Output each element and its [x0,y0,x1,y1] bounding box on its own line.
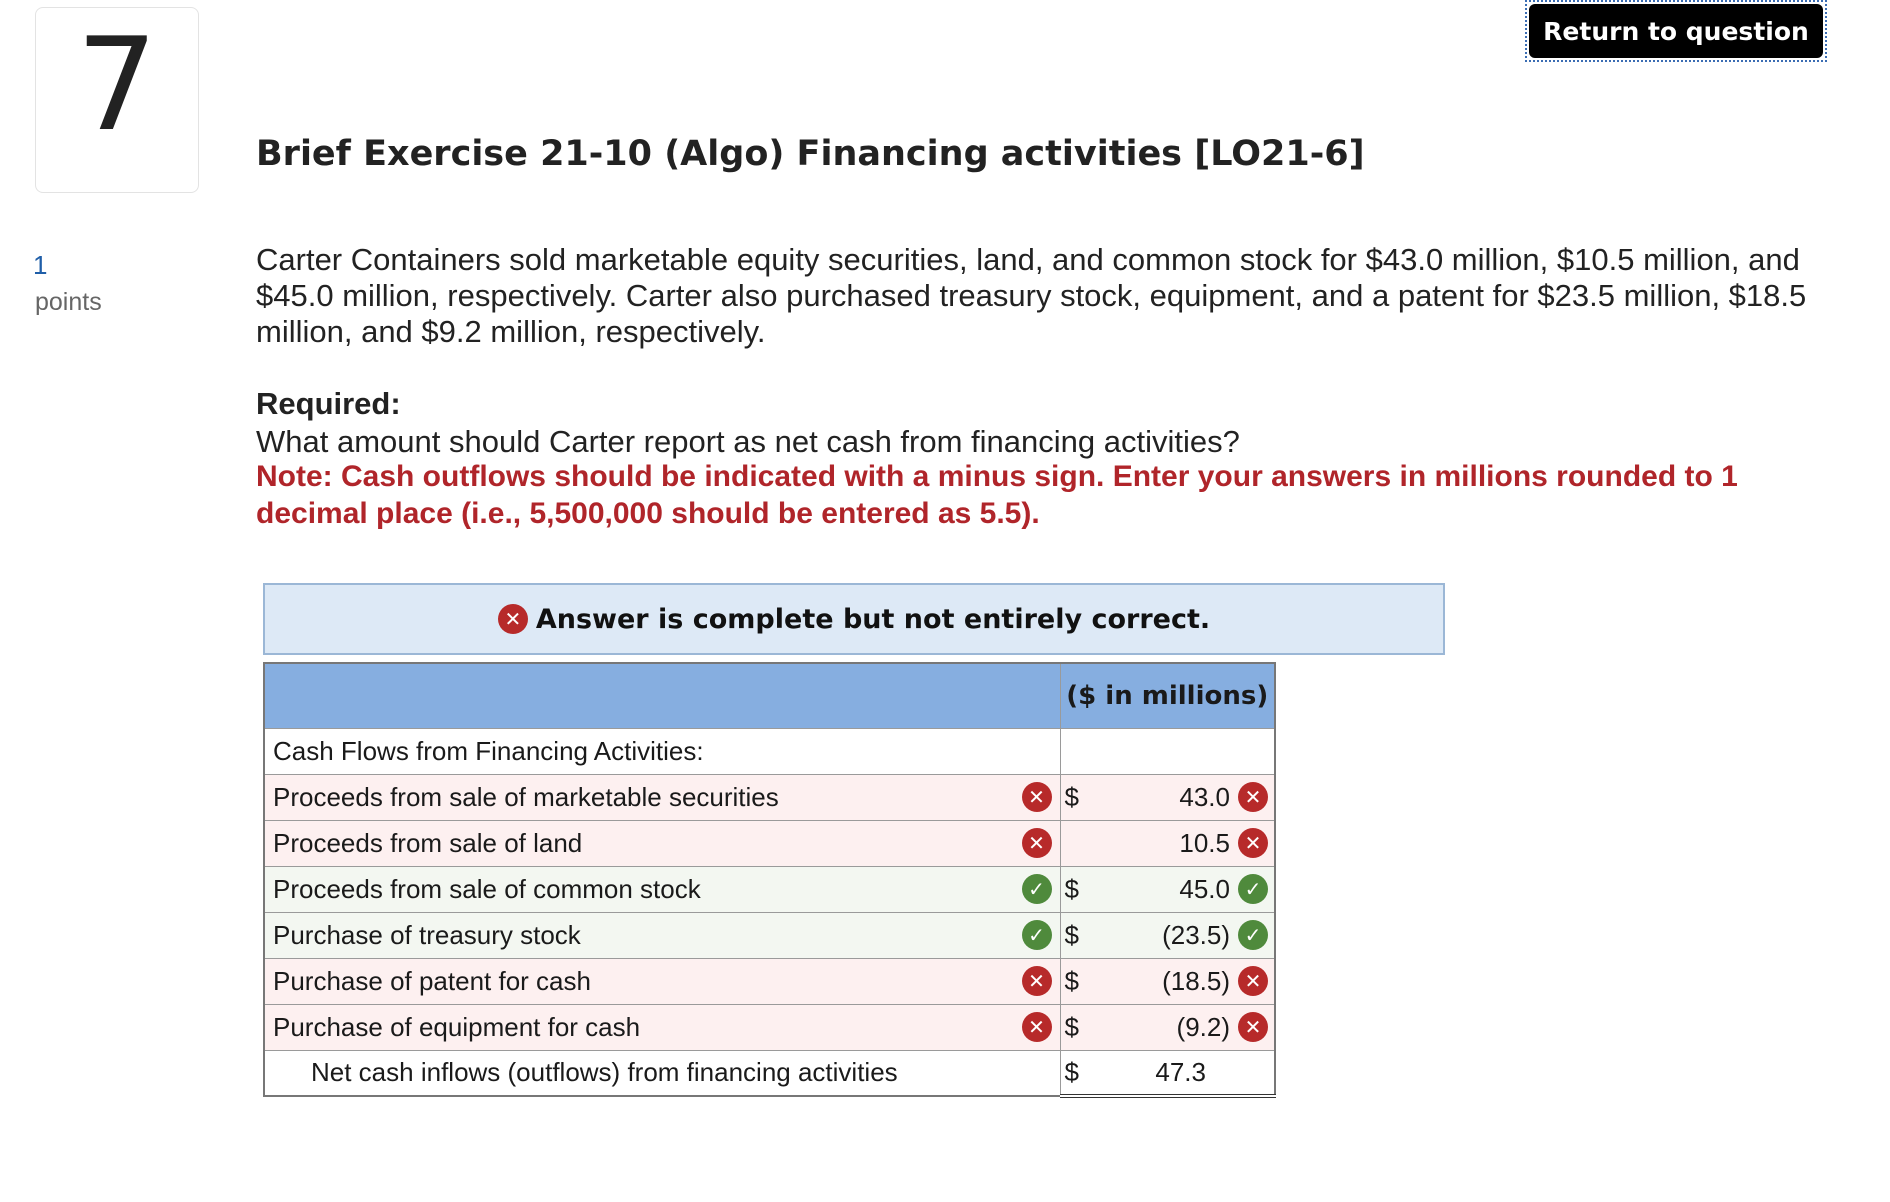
table-row [264,820,1275,866]
x-circle-icon: ✕ [1022,966,1052,996]
table-row [264,1004,1275,1050]
label-column-header [264,663,1060,728]
financing-table [263,662,1276,1098]
check-circle-icon: ✓ [1238,874,1268,904]
section-row [264,728,1275,774]
dollar-sign: $ [1064,781,1079,812]
row-label-cell[interactable] [264,820,1060,866]
row-label-cell[interactable] [264,774,1060,820]
dollar-sign: $ [1064,919,1079,950]
amount-value: 43.0 [1179,781,1230,812]
table-row [264,774,1275,820]
row-label-cell[interactable] [264,1004,1060,1050]
dollar-sign: $ [1064,873,1079,904]
table-row [264,958,1275,1004]
amount-value: (23.5) [1162,919,1230,950]
table-row [264,866,1275,912]
x-circle-icon: ✕ [1238,782,1268,812]
banner-text: Answer is complete but not entirely correct. [535,603,1211,635]
row-label-cell[interactable] [264,912,1060,958]
amount-value: 45.0 [1179,873,1230,904]
x-circle-icon: ✕ [1022,828,1052,858]
row-amount-cell[interactable] [1060,1004,1275,1050]
check-circle-icon: ✓ [1238,920,1268,950]
return-to-question-button[interactable]: Return to question [1529,4,1823,58]
x-circle-icon: ✕ [1238,828,1268,858]
section-amount-cell [1060,728,1275,774]
section-label: Cash Flows from Financing Activities: [273,735,704,766]
net-label: Net cash inflows (outflows) from financing activities [311,1057,898,1088]
result-banner [263,583,1445,655]
problem-text: Carter Containers sold marketable equity securities, land, and common stock for $43.0 million, $10.5 million, and $45.0 million, respectively. Carter also purchased treasury stock, equipment, and a patent for $23.5 million, $18.5 million, and $9.2 million, respectively. [256,242,1807,349]
amount-value: (18.5) [1162,965,1230,996]
table-row [264,912,1275,958]
row-label: Proceeds from sale of common stock [273,873,701,904]
row-amount-cell[interactable] [1060,774,1275,820]
row-amount-cell[interactable] [1060,820,1275,866]
net-cash-row [264,1050,1275,1096]
row-amount-cell[interactable] [1060,958,1275,1004]
row-label: Proceeds from sale of land [273,827,583,858]
dollar-sign: $ [1064,965,1079,996]
x-circle-icon: ✕ [1022,1012,1052,1042]
row-amount-cell[interactable] [1060,866,1275,912]
x-circle-icon: ✕ [1238,1012,1268,1042]
row-amount-cell[interactable] [1060,912,1275,958]
row-label: Purchase of equipment for cash [273,1011,641,1042]
row-label-cell[interactable] [264,958,1060,1004]
x-circle-icon: ✕ [1022,782,1052,812]
row-label: Proceeds from sale of marketable securities [273,781,779,812]
net-amount-value: 47.3 [1155,1056,1206,1087]
amount-column-header [1060,663,1275,728]
return-button-focus-ring [1525,0,1827,62]
section-label-cell [264,728,1060,774]
net-amount-cell [1060,1050,1275,1096]
question-number: 7 [76,11,158,160]
row-label: Purchase of treasury stock [273,919,581,950]
question-number-box [35,7,199,193]
amount-value: (9.2) [1176,1011,1230,1042]
exercise-title: Brief Exercise 21-10 (Algo) Financing activities [LO21-6] [256,134,1365,174]
net-label-cell [264,1050,1060,1096]
dollar-sign: $ [1064,1011,1079,1042]
amount-header-text: ($ in millions) [1066,680,1269,711]
row-label: Purchase of patent for cash [273,965,591,996]
check-circle-icon: ✓ [1022,920,1052,950]
row-label-cell[interactable] [264,866,1060,912]
x-circle-icon: ✕ [1238,966,1268,996]
note-text: Note: Cash outflows should be indicated with a minus sign. Enter your answers in millions rounded to 1 decimal place (i.e., 5,500,000 should be entered as 5.5). [256,460,1738,530]
check-circle-icon: ✓ [1022,874,1052,904]
required-label: Required: [256,386,401,421]
required-question: What amount should Carter report as net cash from financing activities? [256,424,1240,459]
points-label: points [35,288,102,316]
amount-value: 10.5 [1179,827,1230,858]
dollar-sign: $ [1064,1056,1079,1087]
x-circle-icon: ✕ [498,604,528,634]
points-value: 1 [33,250,48,280]
